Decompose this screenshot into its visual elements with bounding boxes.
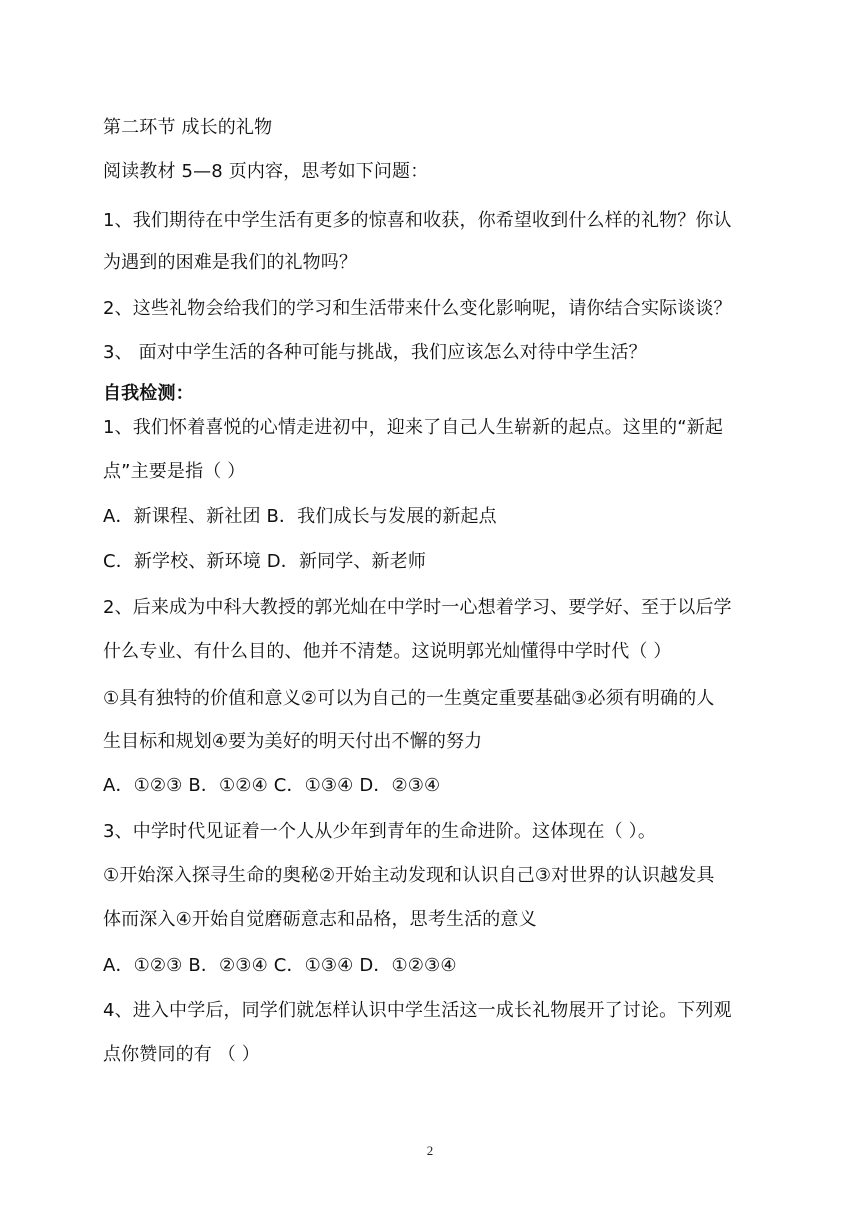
self-check-2-options-line: A．①②③ B．①②④ C．①③④ D．②③④ <box>103 775 441 796</box>
self-check-1-question-line-2: 点”主要是指（ ） <box>103 461 246 482</box>
self-check-3-options-line: A．①②③ B．②③④ C．①③④ D．①②③④ <box>103 955 457 976</box>
self-check-2-question-line-2: 什么专业、有什么目的、他并不清楚。这说明郭光灿懂得中学时代（ ） <box>103 641 672 662</box>
self-check-3-question-line-1: 3、中学时代见证着一个人从少年到青年的生命进阶。这体现在（ ）。 <box>103 821 656 842</box>
section-title: 第二环节 成长的礼物 <box>103 117 273 138</box>
self-check-3-statement-line-2: 体而深入④开始自觉磨砺意志和品格，思考生活的意义 <box>103 909 537 930</box>
intro-text: 阅读教材 5—8 页内容，思考如下问题： <box>103 161 429 182</box>
question-3-line-1: 3、 面对中学生活的各种可能与挑战，我们应该怎么对待中学生活？ <box>103 342 647 363</box>
self-check-heading: 自我检测： <box>103 383 194 404</box>
self-check-1-options-line-1: A．新课程、新社团 B．我们成长与发展的新起点 <box>103 506 497 527</box>
self-check-4-question-line-1: 4、进入中学后，同学们就怎样认识中学生活这一成长礼物展开了讨论。下列观 <box>103 1000 732 1021</box>
self-check-4-question-line-2: 点你赞同的有 （ ） <box>103 1044 260 1065</box>
page-number: 2 <box>426 1143 434 1158</box>
question-1-line-1: 1、我们期待在中学生活有更多的惊喜和收获，你希望收到什么样的礼物？你认 <box>103 210 732 231</box>
self-check-2-question-line-1: 2、后来成为中科大教授的郭光灿在中学时一心想着学习、要学好、至于以后学 <box>103 597 732 618</box>
self-check-1-options-line-2: C．新学校、新环境 D．新同学、新老师 <box>103 551 426 572</box>
self-check-2-statement-line-2: 生目标和规划④要为美好的明天付出不懈的努力 <box>103 731 483 752</box>
question-1-line-2: 为遇到的困难是我们的礼物吗？ <box>103 252 358 273</box>
question-2-line-1: 2、这些礼物会给我们的学习和生活带来什么变化影响呢，请你结合实际谈谈？ <box>103 298 732 319</box>
self-check-1-question-line-1: 1、我们怀着喜悦的心情走进初中，迎来了自己人生崭新的起点。这里的“新起 <box>103 417 724 438</box>
self-check-3-statement-line-1: ①开始深入探寻生命的奥秘②开始主动发现和认识自己③对世界的认识越发具 <box>103 865 715 886</box>
self-check-2-statement-line-1: ①具有独特的价值和意义②可以为自己的一生奠定重要基础③必须有明确的人 <box>103 688 715 709</box>
